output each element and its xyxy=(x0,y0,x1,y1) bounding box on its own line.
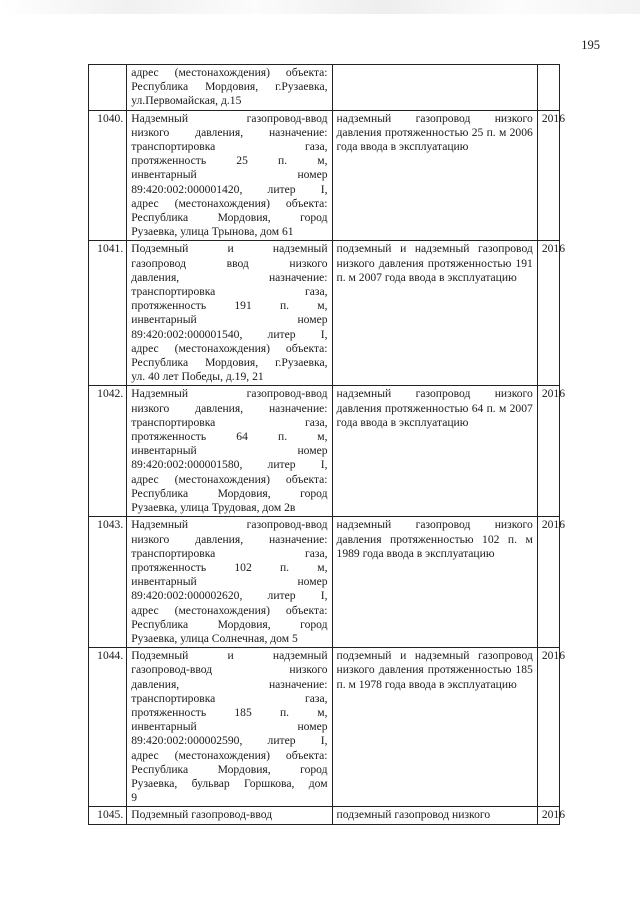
row-number: 1044. xyxy=(89,648,127,807)
description-text: надземный газопровод низкого давления протяженностью 64 п. м 2007 года ввода в эксплуатацию xyxy=(336,387,533,429)
object-name-cell xyxy=(127,386,332,517)
object-name-line: протяженность 64 п. м, xyxy=(131,430,328,444)
object-name-line: Рузаевка, улица Трудовая, дом 2в xyxy=(131,501,296,515)
object-name-line: транспортировка газа, xyxy=(131,415,328,429)
row-number xyxy=(89,65,127,111)
row-number: 1042. xyxy=(89,386,127,517)
year-cell: 2016 xyxy=(537,386,559,517)
object-name-line: 89:420:002:000001420, литер I, xyxy=(131,182,328,196)
object-name-line: Республика Мордовия, город xyxy=(131,762,328,776)
object-name-line: Рузаевка, улица Солнечная, дом 5 xyxy=(131,631,298,645)
table-row xyxy=(89,241,560,386)
object-name-line: инвентарный номер xyxy=(131,575,328,589)
description-text: подземный газопровод низкого xyxy=(336,808,491,822)
row-number: 1041. xyxy=(89,241,127,386)
object-name-line: Надземный газопровод-ввод xyxy=(131,111,328,125)
object-name-line: адрес (местонахождения) объекта: xyxy=(131,196,328,210)
object-description xyxy=(332,517,537,648)
object-name-line: адрес (местонахождения) объекта: xyxy=(131,748,328,762)
object-name-line: давления, назначение: xyxy=(131,270,328,284)
object-description xyxy=(332,110,537,241)
row-number: 1043. xyxy=(89,517,127,648)
table-body xyxy=(89,65,566,825)
object-name-line: ул.Первомайская, д.15 xyxy=(131,94,242,108)
year-cell: 2016 xyxy=(537,517,559,648)
object-name-line: Подземный газопровод-ввод xyxy=(131,808,273,822)
object-name-line: адрес (местонахождения) объекта: xyxy=(131,66,328,79)
object-name-cell xyxy=(127,110,332,241)
object-name-line: 9 xyxy=(131,791,138,805)
object-name-line: инвентарный номер xyxy=(131,444,328,458)
object-name-line: протяженность 102 п. м, xyxy=(131,560,328,574)
year-cell: 2016 xyxy=(537,807,559,824)
table-row xyxy=(89,517,560,648)
object-name-line: транспортировка газа, xyxy=(131,691,328,705)
table-row xyxy=(89,386,560,517)
object-name-line: давления, назначение: xyxy=(131,677,328,691)
object-description xyxy=(332,65,537,111)
object-name-line: 89:420:002:000001580, литер I, xyxy=(131,458,328,472)
object-name-cell xyxy=(127,648,332,807)
object-description xyxy=(332,648,537,807)
row-number: 1040. xyxy=(89,110,127,241)
description-text: надземный газопровод низкого давления протяженностью 102 п. м 1989 года ввода в эксплуатацию xyxy=(336,518,533,560)
object-name-line: низкого давления, назначение: xyxy=(131,125,328,139)
object-name-cell xyxy=(127,517,332,648)
object-name-line: транспортировка газа, xyxy=(131,285,328,299)
object-name-line: 89:420:002:000001540, литер I, xyxy=(131,327,328,341)
row-number: 1045. xyxy=(89,807,127,824)
object-name-line: Подземный и надземный xyxy=(131,649,328,663)
object-name-cell xyxy=(127,65,332,111)
object-name-line: Республика Мордовия, г.Рузаевка, xyxy=(131,80,328,94)
description-text: надземный газопровод низкого давления протяженностью 25 п. м 2006 года ввода в эксплуатацию xyxy=(336,111,533,154)
scan-artifact xyxy=(0,0,640,14)
description-text: подземный и надземный газопровод низкого давления протяженностью 191 п. м 2007 года ввода в эксплуатацию xyxy=(336,242,533,284)
year-cell: 2016 xyxy=(537,110,559,241)
object-name-line: Надземный газопровод-ввод xyxy=(131,518,328,532)
object-name-line: инвентарный номер xyxy=(131,168,328,182)
object-name-line: Республика Мордовия, город xyxy=(131,617,328,631)
object-name-cell xyxy=(127,807,332,824)
description-text: подземный и надземный газопровод низкого давления протяженностью 185 п. м 1978 года ввода в эксплуатацию xyxy=(336,649,533,691)
object-name-line: Рузаевка, улица Трынова, дом 61 xyxy=(131,225,294,239)
object-name-line: Рузаевка, бульвар Горшкова, дом xyxy=(131,776,328,790)
object-name-line: инвентарный номер xyxy=(131,720,328,734)
object-name-line: протяженность 191 п. м, xyxy=(131,299,328,313)
object-name-line: Республика Мордовия, город xyxy=(131,486,328,500)
object-name-line: низкого давления, назначение: xyxy=(131,401,328,415)
object-name-line: инвентарный номер xyxy=(131,313,328,327)
object-name-line: 89:420:002:000002620, литер I, xyxy=(131,589,328,603)
object-name-line: Подземный и надземный xyxy=(131,242,328,256)
year-cell xyxy=(537,65,559,111)
object-name-cell xyxy=(127,241,332,386)
object-name-line: низкого давления, назначение: xyxy=(131,532,328,546)
object-name-line: Республика Мордовия, город xyxy=(131,211,328,225)
object-description xyxy=(332,241,537,386)
object-name-line: адрес (местонахождения) объекта: xyxy=(131,472,328,486)
property-table xyxy=(88,64,566,825)
table-row xyxy=(89,807,560,824)
object-name-line: транспортировка газа, xyxy=(131,546,328,560)
page-number: 195 xyxy=(581,38,600,52)
object-name-line: адрес (местонахождения) объекта: xyxy=(131,603,328,617)
year-cell: 2016 xyxy=(537,241,559,386)
object-description xyxy=(332,807,537,824)
object-name-line: Республика Мордовия, г.Рузаевка, xyxy=(131,356,328,370)
table-row xyxy=(89,110,560,241)
object-name-line: протяженность 185 п. м, xyxy=(131,705,328,719)
year-cell: 2016 xyxy=(537,648,559,807)
object-name-line: Надземный газопровод-ввод xyxy=(131,387,328,401)
object-name-line: адрес (местонахождения) объекта: xyxy=(131,341,328,355)
object-name-line: ул. 40 лет Победы, д.19, 21 xyxy=(131,370,264,384)
object-name-line: 89:420:002:000002590, литер I, xyxy=(131,734,328,748)
table-row xyxy=(89,648,560,807)
object-name-line: газопровод-ввод низкого xyxy=(131,663,328,677)
object-name-line: протяженность 25 п. м, xyxy=(131,154,328,168)
object-name-line: газопровод ввод низкого xyxy=(131,256,328,270)
table-row xyxy=(89,65,560,111)
object-description xyxy=(332,386,537,517)
object-name-line: транспортировка газа, xyxy=(131,140,328,154)
